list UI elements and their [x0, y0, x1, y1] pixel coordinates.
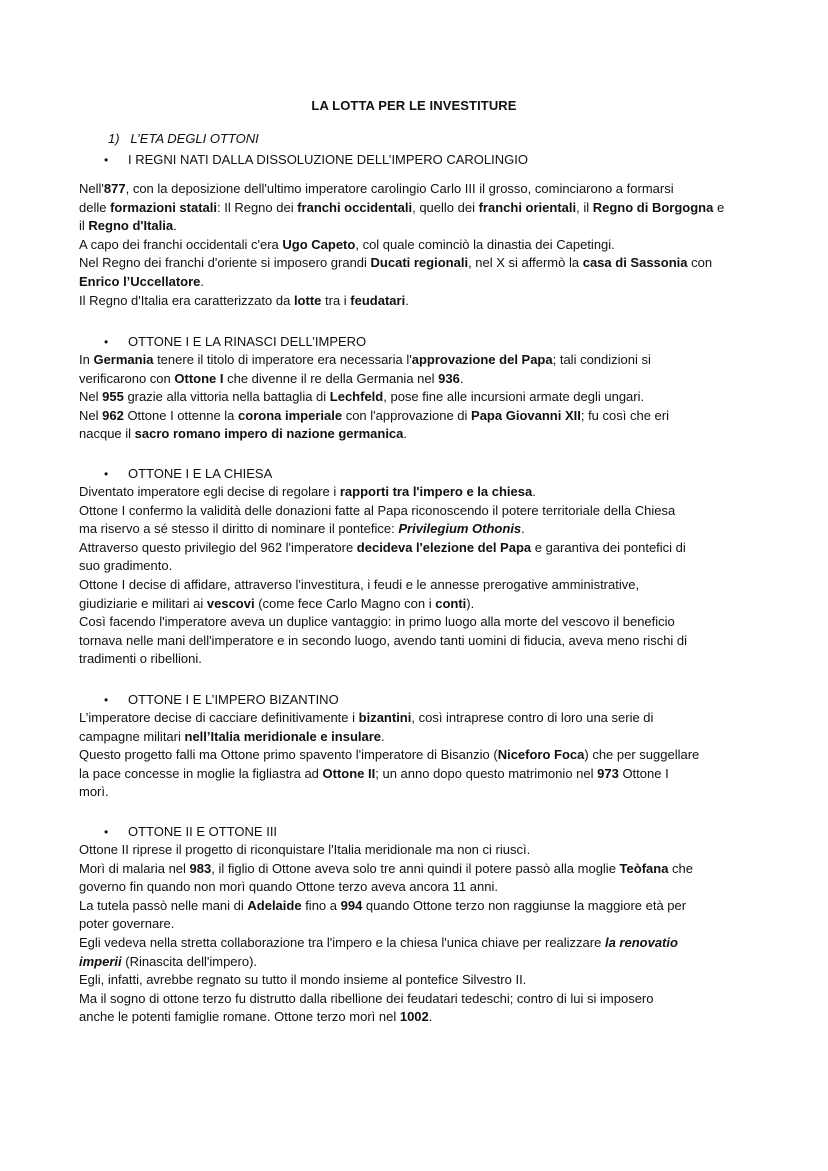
text-run: .	[521, 521, 525, 537]
text-run: ) che per suggellare	[584, 747, 700, 763]
text-run: 936	[438, 370, 460, 386]
text-run: bizantini	[358, 710, 412, 725]
document-title: LA LOTTA PER LE INVESTITURE	[311, 98, 517, 113]
text-line	[79, 728, 759, 747]
text-run: Ottone I decise di affidare, attraverso l'investitura, i feudi e le annesse prerogative amministrative,	[79, 576, 640, 592]
text-line	[79, 632, 759, 651]
text-run: 973	[597, 765, 619, 781]
text-run: sacro romano impero di nazione germanica	[134, 426, 404, 442]
bullet-icon: •	[104, 467, 109, 481]
text-run: Ottone II riprese il progetto di riconquistare l'Italia meridionale ma non ci riuscì.	[79, 842, 531, 857]
text-run: , pose fine alle incursioni armate degli ungari.	[383, 389, 645, 405]
section-heading-text: OTTONE I E L’IMPERO BIZANTINO	[128, 692, 339, 707]
bullet-icon: •	[104, 825, 109, 839]
text-line	[79, 576, 759, 595]
text-run: decideva l'elezione del Papa	[356, 539, 532, 555]
text-run: .	[405, 292, 409, 308]
text-line	[79, 841, 759, 860]
text-line	[79, 990, 759, 1009]
text-run: 877	[103, 181, 126, 196]
section-body	[79, 351, 759, 444]
text-run: Papa Giovanni XII	[471, 407, 581, 423]
text-run: feudatari	[350, 292, 406, 308]
text-run: corona imperiale	[238, 407, 343, 423]
text-run: Germania	[93, 352, 154, 367]
text-run: franchi occidentali	[297, 199, 413, 215]
text-line	[79, 539, 759, 558]
text-line	[79, 934, 759, 953]
section-body	[79, 180, 759, 310]
text-run: e garantiva dei pontefici di	[531, 539, 686, 555]
text-run: .	[459, 370, 464, 386]
text-run: , col quale cominciò la dinastia dei Capetingi.	[355, 236, 615, 252]
text-run	[79, 954, 122, 969]
text-run: e	[713, 199, 725, 215]
text-line	[79, 878, 759, 897]
text-run: ma riservo a sé stesso il diritto di nominare il pontefice:	[79, 521, 399, 537]
section-heading-text: I REGNI NATI DALLA DISSOLUZIONE DELL’IMPERO CAROLINGIO	[128, 152, 528, 167]
text-run: : Il Regno dei	[217, 199, 298, 215]
text-run: .	[200, 273, 205, 289]
text-run: .	[532, 484, 536, 499]
text-run: .	[381, 728, 385, 744]
text-run: Ottone I confermo la validità delle donazioni fatte al Papa riconoscendo il potere territoriale della Chiesa	[79, 502, 676, 518]
text-run: Egli, infatti, avrebbe regnato su tutto il mondo insieme al pontefice Silvestro II.	[79, 972, 527, 988]
text-run: verificarono con	[79, 370, 175, 386]
text-run: Il Regno d'Italia era caratterizzato da	[79, 292, 294, 308]
text-line	[79, 953, 759, 972]
text-run: governo fin quando non morì quando Ottone terzo aveva ancora 11 anni.	[79, 879, 498, 895]
text-run: tenere il titolo di imperatore era necessaria l'	[153, 352, 412, 367]
text-line	[79, 388, 759, 407]
text-run: .	[428, 1009, 433, 1025]
text-run: grazie alla vittoria nella battaglia di	[123, 389, 330, 405]
text-line	[79, 557, 759, 576]
section-heading	[104, 334, 366, 349]
text-run: imperii	[79, 953, 122, 969]
text-run: (come fece Carlo Magno con i	[254, 595, 436, 611]
text-line	[79, 765, 759, 784]
text-run: Questo progetto falli ma Ottone primo spavento l'imperatore di Bisanzio (	[79, 747, 498, 763]
text-run: fino a	[301, 897, 341, 913]
text-run: tradimenti o ribellioni.	[79, 651, 202, 667]
text-run: ; un anno dopo questo matrimonio nel	[375, 765, 598, 781]
text-line	[79, 897, 759, 916]
text-line	[79, 483, 759, 502]
text-run: Ottone I	[618, 765, 669, 781]
text-run: Nel	[79, 389, 103, 405]
text-run: A capo dei franchi occidentali c'era	[79, 236, 283, 252]
text-run: con l'approvazione di	[342, 407, 472, 423]
text-run	[605, 935, 678, 950]
text-run: ).	[466, 595, 475, 611]
text-run: Ottone I	[174, 370, 224, 386]
text-run: In	[79, 352, 94, 367]
text-run: Privilegium Othonis	[398, 521, 522, 537]
section-body	[79, 483, 759, 669]
bullet-icon: •	[104, 153, 109, 167]
text-line	[79, 520, 759, 539]
text-run: Così facendo l'imperatore aveva un duplice vantaggio: in primo luogo alla morte del vescovo il beneficio	[79, 614, 675, 630]
bullet-icon: •	[104, 335, 109, 349]
section-heading	[104, 692, 339, 707]
text-run: , con la deposizione dell'ultimo imperatore carolingio Carlo III il grosso, cominciarono a formarsi	[125, 181, 674, 196]
text-run: Attraverso questo privilegio del 962 l'imperatore	[79, 539, 357, 555]
text-run: ; tali condizioni si	[552, 352, 651, 367]
text-run: formazioni statali	[110, 199, 217, 215]
text-run: , quello dei	[412, 199, 479, 215]
section-heading	[104, 824, 277, 839]
text-run: , nel X si affermò la	[468, 255, 583, 271]
text-run: Nel	[79, 407, 103, 423]
text-line	[79, 783, 759, 802]
chapter-number: 1)	[108, 131, 120, 146]
text-line	[79, 370, 759, 389]
section-heading-text: OTTONE I E LA CHIESA	[128, 466, 273, 481]
text-run: 983	[189, 860, 212, 876]
text-line	[79, 915, 759, 934]
text-run: ; fu così che eri	[580, 407, 669, 423]
text-run: Ugo Capeto	[282, 236, 356, 252]
text-run: (Rinascita dell'impero).	[121, 953, 258, 969]
text-run: Ma il sogno di ottone terzo fu distrutto dalla ribellione dei feudatari tedeschi; contro di lui si imposero	[79, 990, 654, 1006]
text-run: 955	[102, 389, 124, 405]
text-run: la pace concesse in moglie la figliastra ad	[79, 765, 323, 781]
text-line	[79, 292, 759, 311]
text-run: 962	[102, 407, 124, 423]
text-run: morì.	[79, 784, 109, 800]
text-run: delle	[79, 199, 111, 215]
text-run: anche le potenti famiglie romane. Ottone terzo morì nel	[79, 1009, 400, 1025]
section-heading-text: OTTONE II E OTTONE III	[128, 824, 278, 839]
text-line	[79, 971, 759, 990]
text-run: Ottone II	[322, 765, 376, 781]
chapter-label: L’ETA DEGLI OTTONI	[130, 131, 259, 146]
text-run: tornava nelle mani dell'imperatore e in secondo luogo, avendo tanti uomini di fiducia, aveva meno rischi di	[79, 632, 688, 648]
text-line	[79, 199, 759, 218]
text-run: Egli vedeva nella stretta collaborazione tra l'impero e la chiesa l'unica chiave per realizzare	[79, 934, 605, 950]
text-line	[79, 217, 759, 236]
text-run: suo gradimento.	[79, 558, 173, 574]
bullet-icon: •	[104, 693, 109, 707]
text-line	[79, 709, 759, 728]
text-line	[79, 425, 759, 444]
text-run: approvazione del Papa	[411, 352, 553, 367]
text-run: il	[79, 218, 89, 234]
section-body	[79, 709, 759, 802]
text-line	[79, 1008, 759, 1027]
text-run	[398, 521, 521, 536]
text-run: che divenne il re della Germania nel	[223, 370, 439, 386]
text-line	[79, 351, 759, 370]
text-run: Ottone I ottenne la	[123, 407, 239, 423]
text-run: La tutela passò nelle mani di	[79, 897, 248, 913]
text-run: Nel Regno dei franchi d'oriente si imposero grandi	[79, 255, 371, 271]
text-run: rapporti tra l'impero e la chiesa	[339, 484, 533, 499]
text-run: campagne militari	[79, 728, 185, 744]
section-heading	[104, 152, 528, 167]
text-run: Niceforo Foca	[497, 747, 585, 763]
text-line	[79, 236, 759, 255]
text-run: Morì di malaria nel	[79, 860, 190, 876]
text-run: Enrico l’Uccellatore	[79, 273, 201, 289]
text-run: giudiziarie e militari ai	[79, 595, 207, 611]
text-run: Teòfana	[619, 860, 669, 876]
text-line	[79, 613, 759, 632]
section-heading	[104, 466, 272, 481]
text-run: Nell'	[79, 181, 104, 196]
text-run: nell’Italia meridionale e insulare	[184, 728, 382, 744]
text-run: casa di Sassonia	[582, 255, 688, 271]
section-heading-text: OTTONE I E LA RINASCI DELL’IMPERO	[128, 334, 367, 349]
section-body	[79, 841, 759, 1027]
text-run: .	[403, 426, 408, 442]
text-run: 994	[340, 897, 363, 913]
text-run: .	[173, 218, 177, 234]
text-run: quando Ottone terzo non raggiunse la maggiore età per	[362, 897, 687, 913]
text-run: la renovatio	[604, 934, 678, 950]
text-line	[79, 407, 759, 426]
text-line	[79, 502, 759, 521]
text-run: che	[668, 860, 694, 876]
text-run: Regno di Borgogna	[592, 199, 714, 215]
text-line	[79, 746, 759, 765]
text-run: conti	[435, 595, 467, 611]
text-run: tra i	[321, 292, 351, 308]
text-run: poter governare.	[79, 916, 175, 932]
text-run: , il	[576, 199, 593, 215]
text-line	[79, 860, 759, 879]
text-line	[79, 254, 759, 273]
text-run: vescovi	[206, 595, 255, 611]
text-line	[79, 650, 759, 669]
text-line	[79, 180, 759, 199]
text-run: Diventato imperatore egli decise di regolare i	[79, 484, 340, 499]
chapter-heading	[108, 131, 259, 146]
text-run: franchi orientali	[478, 199, 577, 215]
text-run: 1002	[399, 1009, 429, 1025]
text-run: Lechfeld	[329, 389, 384, 405]
text-run: , così intraprese contro di loro una serie di	[411, 710, 654, 725]
text-run: Adelaide	[247, 897, 302, 913]
text-run: lotte	[293, 292, 322, 308]
text-run: con	[687, 255, 713, 271]
text-run: Ducati regionali	[370, 255, 469, 271]
text-run: L’imperatore decise di cacciare definitivamente i	[79, 710, 359, 725]
text-line	[79, 273, 759, 292]
text-line	[79, 595, 759, 614]
text-run: Regno d'Italia	[88, 218, 174, 234]
text-run: , il figlio di Ottone aveva solo tre anni quindi il potere passò alla moglie	[211, 860, 620, 876]
text-run: nacque il	[79, 426, 135, 442]
